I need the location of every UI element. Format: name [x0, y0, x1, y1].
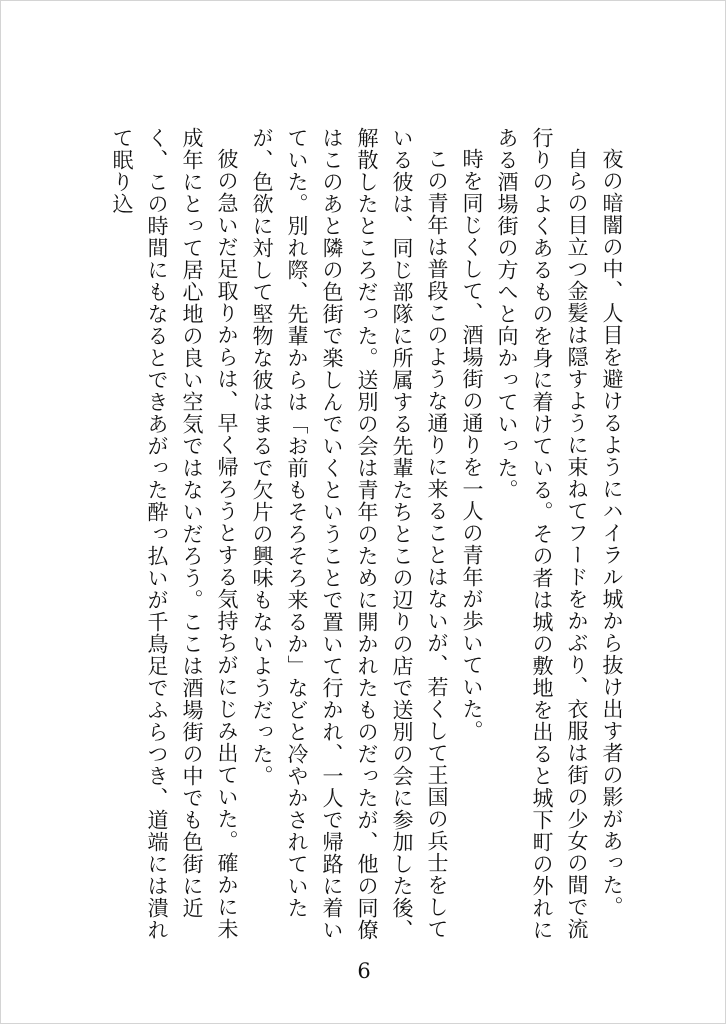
paragraph-2: 自らの目立つ金髪は隠すように束ねてフードをかぶり、衣服は街の少女の間で流行りのよくあるものを身に着けている。その者は城の敷地を出ると城下町の外れにある酒場街の方へと向かっていった。 [495, 127, 589, 941]
paragraph-1: 夜の暗闇の中、人目を避けるようにハイラル城から抜け出す者の影があった。 [600, 148, 624, 918]
page-number: 6 [357, 959, 371, 983]
vertical-text-block [104, 127, 629, 957]
paragraph-3: 時を同じくして、酒場街の通りを一人の青年が歩いていた。 [460, 148, 484, 742]
paragraph-4: この青年は普段このような通りに来ることはないが、若くして王国の兵士をしている彼は、同じ部隊に所属する先輩たちとこの辺りの店で送別の会に参加した後、解散したところだった。送別の会は青年のために開かれたものだったが、他の同僚はこのあと隣の色街で楽しんでいくということで置いて行かれ、一人で帰路に着いていた。別れ際、先輩からは「お前もそろそろ来るか」などと冷やかされていたが、色欲に対して堅物な彼はまるで欠片の興味もないようだった。 [250, 127, 449, 941]
paragraph-5: 彼の急いだ足取りからは、早く帰ろうとする気持ちがにじみ出ていた。確かに未成年にとって居心地の良い空気ではないだろう。ここは酒場街の中でも色街に近く、この時間にもなるとできあがった酔っ払いが千鳥足でふらつき、道端には潰れて眠り込 [110, 127, 239, 941]
